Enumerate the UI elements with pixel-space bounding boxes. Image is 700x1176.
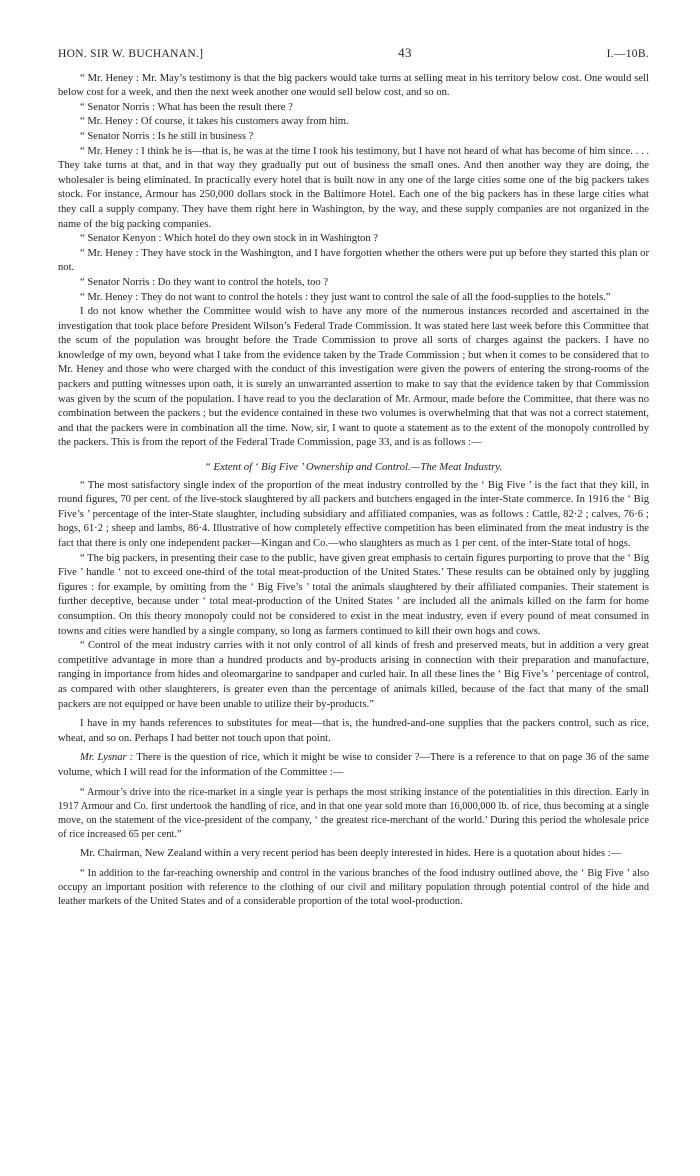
testimony-block: [58, 72, 649, 306]
quote-rice: “ Armour’s drive into the rice-market in a single year is perhaps the most striking instance of the potentialities in this direction. Early in 1917 Armour and Co. first undertook the handling of rice, and in that one year sold more than 16,000,000 lb. of rice, thus becoming at a single move, on the statement of the vice-president of the company, ‘ the greatest rice-merchant of the world.’ During this period the wholesale price of rice increased 65 per cent.”: [58, 786, 649, 841]
paragraph: “ The big packers, in presenting their case to the public, have given great emphasis to certain figures purporting to prove that the ‘ Big Five ’ handle ‘ not to exceed one-third of the total meat-production of the United States.’ These results can be obtained only by juggling figures : for example, by omitting from the ‘ Big Five’s ’ total the animals slaughtered by their affiliated companies. Their statement is further deceptive, because under ‘ total meat-production of the United States ’ are included all the animals killed on the farm for home consumption. On this theory monopoly could not be considered to exist in the meat industry, even if every pound of meat consumed in towns and cities were handled by a single company, so long as farmers continued to kill their own hogs and cows.: [58, 552, 649, 637]
paragraph-lysnar: [58, 751, 649, 780]
paragraph: “ Senator Norris : Is he still in business ?: [80, 130, 254, 142]
paragraph: “ Mr. Heney : They have stock in the Washington, and I have forgotten whether the others were put up before they started this plan or not.: [58, 247, 649, 274]
paragraph: “ Senator Norris : Do they want to control the hotels, too ?: [80, 276, 329, 288]
paragraph-substitutes: I have in my hands references to substitutes for meat—that is, the hundred-and-one supplies that the packers control, such as rice, wheat, and so on. Perhaps I had better not touch upon that point.: [58, 718, 649, 744]
section-heading: “ Extent of ‘ Big Five ’ Ownership and Control.—The Meat Industry.: [204, 461, 503, 474]
header-left: HON. SIR W. BUCHANAN.]: [58, 48, 204, 60]
document-page: [58, 46, 649, 910]
paragraph: “ The most satisfactory single index of the proportion of the meat industry controlled by the ‘ Big Five ’ is the fact that they kill, in round figures, 70 per cent. of the live-stock slaughtered by all packers and butchers engaged in the inter-State commerce. In 1916 the ‘ Big Five’s ’ percentage of the inter-State slaughter, including subsidiary and affiliated companies, was as follows : Cattle, 82·2 ; calves, 76·6 ; hogs, 61·2 ; sheep and lambs, 86·4. Illustrative of how completely effective competition has been eliminated from the meat industry is the fact that there is only one independent packer—Kingan and Co.—who slaughters as much as 1 per cent. of the inter-State total of hogs.: [58, 479, 649, 549]
paragraph: “ Control of the meat industry carries with it not only control of all kinds of fresh and preserved meats, but in addition a very great competitive advantage in more than a hundred products and by-products arising in connection with their preparation and manufacture, ranging in importance from hides and oleomargarine to sandpaper and curled hair. In all these lines the ‘ Big Five’s ’ percentage of control, as compared with other slaughterers, is greater even than the percentage of animals killed, because of the fact that many of the small packers are not equipped or have been unable to utilize their by-products.”: [58, 640, 649, 710]
page-number: 43: [398, 45, 412, 60]
paragraph-committee: I do not know whether the Committee would wish to have any more of the numerous instances recorded and ascertained in the investigation that took place before President Wilson’s Federal Trade Commission. It was stated here last week before this Committee that the scum of the population was brought before the Trade Commission to prove all sorts of charges against the packers. I have no knowledge of my own, beyond what I take from the evidence taken by the Trade Commission ; but when it comes to be considered that to Mr. Heney and those who were charged with the conduct of this investigation were given the powers of entering the strong-rooms of the packers and putting witnesses upon oath, it is surely an unwarranted assertion to make to say that the evidence taken by that Commission was given by the scum of the population. I have read to you the declaration of Mr. Armour, made before the Committee, that there was no combination between the packers ; but the evidence contained in these two volumes is overwhelming that that was not a correct statement, and that the packers were in combination all the time. Now, sir, I want to quote a statement as to the extent of the monopoly controlled by the packers. This is from the report of the Federal Trade Commission, page 33, and is as follows :—: [58, 306, 649, 449]
speaker-text: There is the question of rice, which it might be wise to consider ?—There is a reference to that on page 36 of the same volume, which I will read for the information of the Committee :—: [58, 752, 649, 778]
speaker-name: Mr. Lysnar :: [80, 752, 134, 764]
paragraph: “ Mr. Heney : I think he is—that is, he was at the time I took his testimony, but I have not heard of what has become of him since. . . . They take turns at that, and in that way they gradually put out of business the small ones. And then another way they are doing, the wholesaler is being eliminated. In practically every hotel that is built now in any one of the large cities some one of the big packers takes stock. For instance, Armour has 250,000 dollars stock in the Baltimore Hotel. Each one of the big packers has in these large cities what they call a supply company. They have them right here in Washington, by the way, and these supply companies are not organized in the name of the big packing companies.: [58, 145, 649, 230]
paragraph: “ Mr. Heney : Of course, it takes his customers away from him.: [80, 116, 349, 128]
paragraph-hides: Mr. Chairman, New Zealand within a very recent period has been deeply interested in hides. Here is a quotation about hides :—: [80, 848, 622, 860]
paragraph: “ Mr. Heney : Mr. May’s testimony is that the big packers would take turns at selling meat in his territory below cost. One would sell below cost for a week, and then the next week another one would sell below cost, and so on.: [58, 72, 649, 99]
report-quote-block: [58, 479, 649, 713]
header-right: I.—10B.: [606, 48, 649, 60]
paragraph: “ Mr. Heney : They do not want to control the hotels : they just want to control the sale of all the food-supplies to the hotels.”: [80, 291, 611, 303]
quote-hides: “ In addition to the far-reaching ownership and control in the various branches of the food industry outlined above, the ‘ Big Five ’ also occupy an important position with reference to the clothing of our civil and military population through potential control of the hide and leather markets of the United States and of a considerable proportion of the total wool-production.: [58, 867, 649, 908]
page-header: [58, 46, 649, 62]
paragraph: “ Senator Kenyon : Which hotel do they own stock in in Washington ?: [80, 233, 378, 245]
paragraph: “ Senator Norris : What has been the result there ?: [80, 101, 293, 113]
